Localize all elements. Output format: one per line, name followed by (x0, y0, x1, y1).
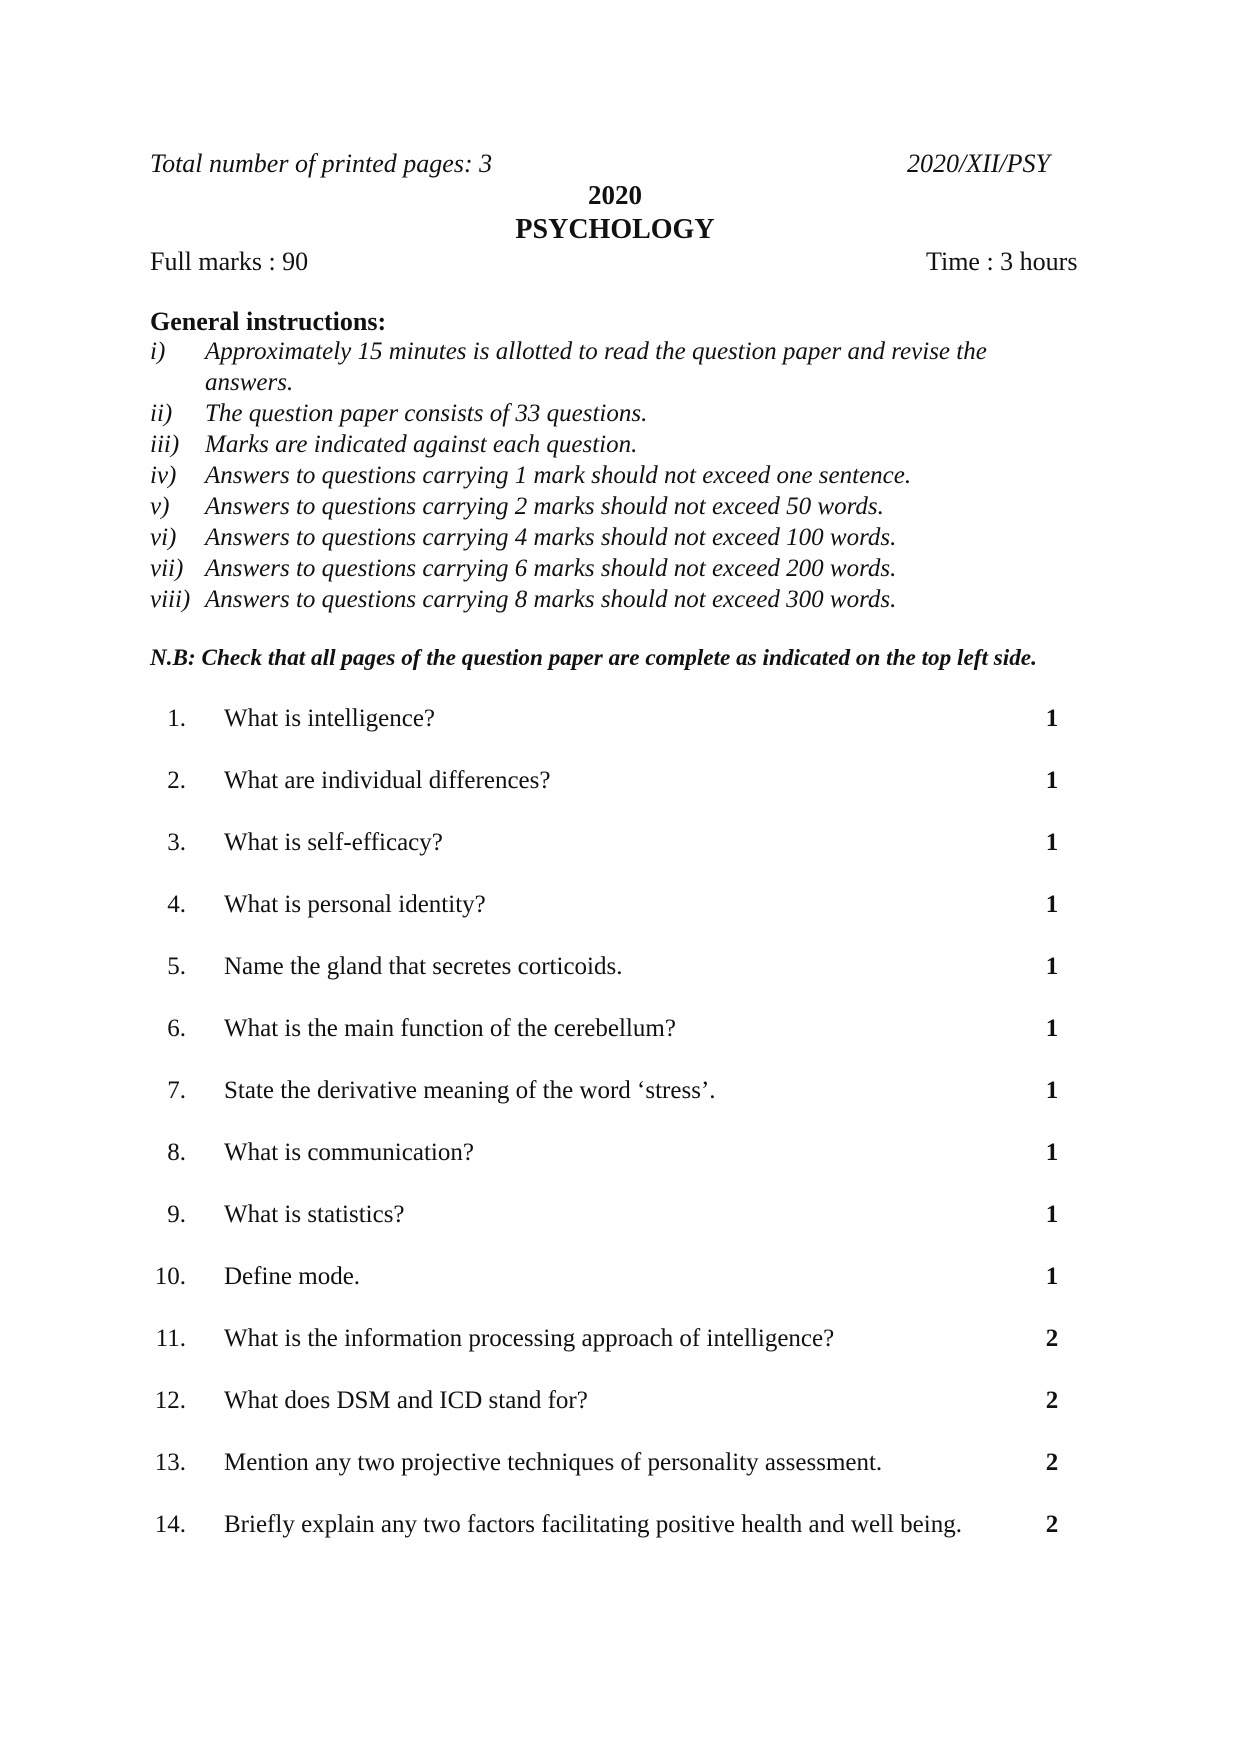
question-text: Define mode. (224, 1263, 361, 1290)
question-number: 12. (154, 1387, 186, 1414)
exam-year-text: 2020 (588, 180, 642, 210)
instruction-text: Answers to questions carrying 1 mark should not exceed one sentence. (205, 462, 912, 489)
instruction-number: iv) (150, 462, 177, 489)
question-number: 10. (154, 1263, 186, 1290)
question-marks: 1 (1045, 1139, 1059, 1166)
question-marks: 1 (1045, 829, 1059, 856)
question-number: 4. (167, 891, 186, 918)
nb-note: N.B: Check that all pages of the question paper are complete as indicated on the top left side. (150, 645, 1037, 671)
exam-year (0, 180, 1240, 211)
question-marks: 1 (1045, 1201, 1059, 1228)
subject-title-text: PSYCHOLOGY (515, 214, 715, 245)
question-number: 6. (167, 1015, 186, 1042)
instruction-number: v) (150, 493, 170, 520)
instruction-number: ii) (150, 400, 173, 427)
question-text: What are individual differences? (224, 767, 551, 794)
instruction-text: Approximately 15 minutes is allotted to read the question paper and revise the (205, 338, 987, 365)
question-text: What is self-efficacy? (224, 829, 443, 856)
instructions-heading: General instructions: (150, 307, 387, 336)
question-text: What is the information processing approach of intelligence? (224, 1325, 835, 1352)
instruction-number: viii) (150, 586, 191, 613)
question-number: 3. (167, 829, 186, 856)
question-number: 5. (167, 953, 186, 980)
question-marks: 1 (1045, 891, 1059, 918)
question-text: What is personal identity? (224, 891, 486, 918)
question-number: 9. (167, 1201, 186, 1228)
question-text: What is communication? (224, 1139, 474, 1166)
question-text: What does DSM and ICD stand for? (224, 1387, 588, 1414)
question-marks: 2 (1045, 1387, 1059, 1414)
time-allowed: Time : 3 hours (926, 247, 1078, 276)
paper-code: 2020/XII/PSY (907, 149, 1050, 178)
question-marks: 1 (1045, 705, 1059, 732)
question-text: Name the gland that secretes corticoids. (224, 953, 623, 980)
instruction-text: answers. (205, 369, 294, 396)
question-marks: 1 (1045, 1263, 1059, 1290)
instruction-text: The question paper consists of 33 questions. (205, 400, 648, 427)
question-text: Mention any two projective techniques of personality assessment. (224, 1449, 883, 1476)
question-number: 13. (154, 1449, 186, 1476)
question-number: 14. (154, 1511, 186, 1538)
question-text: What is statistics? (224, 1201, 405, 1228)
question-marks: 2 (1045, 1449, 1059, 1476)
instruction-text: Answers to questions carrying 6 marks should not exceed 200 words. (205, 555, 897, 582)
question-text: State the derivative meaning of the word ‘stress’. (224, 1077, 716, 1104)
question-marks: 1 (1045, 1077, 1059, 1104)
question-number: 11. (155, 1325, 186, 1352)
question-number: 8. (167, 1139, 186, 1166)
question-number: 7. (167, 1077, 186, 1104)
question-number: 2. (167, 767, 186, 794)
instruction-text: Answers to questions carrying 4 marks should not exceed 100 words. (205, 524, 897, 551)
printed-pages-note: Total number of printed pages: 3 (150, 149, 493, 178)
question-marks: 1 (1045, 1015, 1059, 1042)
question-text: Briefly explain any two factors facilitating positive health and well being. (224, 1511, 962, 1538)
question-marks: 2 (1045, 1511, 1059, 1538)
instruction-number: iii) (150, 431, 180, 458)
subject-title (0, 214, 1240, 246)
question-number: 1. (167, 705, 186, 732)
question-text: What is intelligence? (224, 705, 436, 732)
instruction-text: Answers to questions carrying 2 marks should not exceed 50 words. (205, 493, 884, 520)
instruction-text: Answers to questions carrying 8 marks should not exceed 300 words. (205, 586, 897, 613)
instruction-number: i) (150, 338, 166, 365)
full-marks: Full marks : 90 (150, 247, 309, 276)
instruction-number: vi) (150, 524, 177, 551)
question-text: What is the main function of the cerebellum? (224, 1015, 676, 1042)
question-marks: 1 (1045, 953, 1059, 980)
question-marks: 2 (1045, 1325, 1059, 1352)
instruction-text: Marks are indicated against each question. (205, 431, 638, 458)
instruction-number: vii) (150, 555, 184, 582)
question-marks: 1 (1045, 767, 1059, 794)
